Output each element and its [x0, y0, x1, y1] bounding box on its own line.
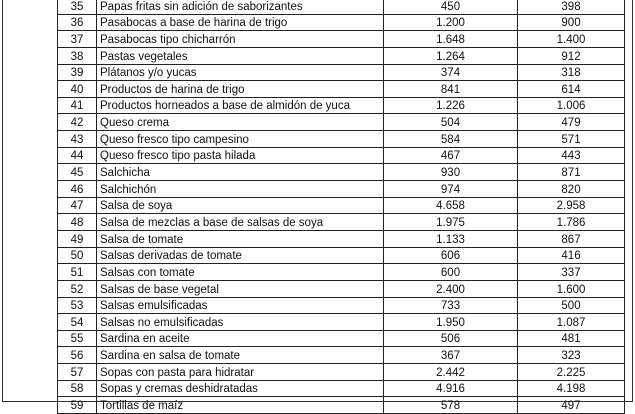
product-name-cell: Productos de harina de trigo — [97, 81, 384, 98]
product-name-cell: Salsas no emulsificadas — [97, 314, 384, 331]
table-row — [58, 181, 625, 198]
product-name-cell: Productos horneados a base de almidón de yuca — [97, 97, 384, 114]
value-1-cell: 974 — [384, 181, 518, 198]
row-number-cell: 47 — [58, 197, 97, 214]
row-number-cell: 45 — [58, 164, 97, 181]
value-1-cell: 1.226 — [384, 97, 518, 114]
product-name-cell: Salsas derivadas de tomate — [97, 247, 384, 264]
value-2-cell: 1.400 — [518, 31, 625, 48]
product-name-cell: Tortillas de maíz — [97, 397, 384, 414]
value-2-cell: 2.958 — [518, 197, 625, 214]
value-1-cell: 578 — [384, 397, 518, 414]
table-row — [58, 81, 625, 98]
value-2-cell: 337 — [518, 264, 625, 281]
product-name-cell: Sopas y cremas deshidratadas — [97, 380, 384, 397]
product-name-cell: Pasabocas tipo chicharrón — [97, 31, 384, 48]
value-2-cell: 479 — [518, 114, 625, 131]
row-number-cell: 54 — [58, 314, 97, 331]
value-2-cell: 867 — [518, 230, 625, 247]
table-row — [58, 330, 625, 347]
value-2-cell: 318 — [518, 64, 625, 81]
row-number-cell: 58 — [58, 380, 97, 397]
table-row — [58, 31, 625, 48]
value-1-cell: 467 — [384, 147, 518, 164]
value-1-cell: 584 — [384, 131, 518, 148]
product-name-cell: Salchicha — [97, 164, 384, 181]
value-2-cell: 481 — [518, 330, 625, 347]
product-name-cell: Queso fresco tipo pasta hilada — [97, 147, 384, 164]
product-name-cell: Salchichón — [97, 181, 384, 198]
row-number-cell: 42 — [58, 114, 97, 131]
product-name-cell: Pasabocas a base de harina de trigo — [97, 14, 384, 31]
value-1-cell: 506 — [384, 330, 518, 347]
value-2-cell: 571 — [518, 131, 625, 148]
value-1-cell: 1.133 — [384, 230, 518, 247]
row-number-cell: 38 — [58, 47, 97, 64]
row-number-cell: 43 — [58, 131, 97, 148]
value-1-cell: 4.916 — [384, 380, 518, 397]
value-2-cell: 416 — [518, 247, 625, 264]
row-number-cell: 59 — [58, 397, 97, 414]
value-2-cell: 323 — [518, 347, 625, 364]
table-row — [58, 14, 625, 31]
row-number-cell: 52 — [58, 280, 97, 297]
value-2-cell: 4.198 — [518, 380, 625, 397]
product-name-cell: Queso crema — [97, 114, 384, 131]
row-number-cell: 56 — [58, 347, 97, 364]
data-table — [57, 0, 625, 414]
value-1-cell: 1.975 — [384, 214, 518, 231]
product-name-cell: Queso fresco tipo campesino — [97, 131, 384, 148]
table-body — [58, 0, 625, 414]
row-number-cell: 57 — [58, 364, 97, 381]
table-row — [58, 114, 625, 131]
row-number-cell: 40 — [58, 81, 97, 98]
table-row — [58, 264, 625, 281]
value-1-cell: 1.200 — [384, 14, 518, 31]
product-name-cell: Salsas emulsificadas — [97, 297, 384, 314]
table-row — [58, 197, 625, 214]
product-name-cell: Salsa de mezclas a base de salsas de soya — [97, 214, 384, 231]
row-number-cell: 44 — [58, 147, 97, 164]
row-number-cell: 37 — [58, 31, 97, 48]
table-row — [58, 397, 625, 414]
value-2-cell: 871 — [518, 164, 625, 181]
table-row — [58, 0, 625, 14]
value-2-cell: 443 — [518, 147, 625, 164]
value-1-cell: 4.658 — [384, 197, 518, 214]
value-2-cell: 912 — [518, 47, 625, 64]
value-2-cell: 1.087 — [518, 314, 625, 331]
value-2-cell: 398 — [518, 0, 625, 14]
product-name-cell: Salsa de tomate — [97, 230, 384, 247]
table-row — [58, 47, 625, 64]
product-name-cell: Papas fritas sin adición de saborizantes — [97, 0, 384, 14]
table-row — [58, 64, 625, 81]
value-1-cell: 841 — [384, 81, 518, 98]
row-number-cell: 46 — [58, 181, 97, 198]
product-name-cell: Sardina en aceite — [97, 330, 384, 347]
value-1-cell: 733 — [384, 297, 518, 314]
product-name-cell: Sopas con pasta para hidratar — [97, 364, 384, 381]
value-1-cell: 367 — [384, 347, 518, 364]
table-row — [58, 97, 625, 114]
value-2-cell: 1.600 — [518, 280, 625, 297]
table-row — [58, 230, 625, 247]
row-number-cell: 49 — [58, 230, 97, 247]
product-name-cell: Salsa de soya — [97, 197, 384, 214]
value-2-cell: 500 — [518, 297, 625, 314]
row-number-cell: 50 — [58, 247, 97, 264]
value-1-cell: 1.648 — [384, 31, 518, 48]
product-name-cell: Salsas con tomate — [97, 264, 384, 281]
table-row — [58, 164, 625, 181]
row-number-cell: 51 — [58, 264, 97, 281]
table-row — [58, 147, 625, 164]
row-number-cell: 41 — [58, 97, 97, 114]
table-row — [58, 380, 625, 397]
value-2-cell: 497 — [518, 397, 625, 414]
row-number-cell: 35 — [58, 0, 97, 14]
value-1-cell: 450 — [384, 0, 518, 14]
value-1-cell: 1.950 — [384, 314, 518, 331]
product-name-cell: Plátanos y/o yucas — [97, 64, 384, 81]
value-2-cell: 820 — [518, 181, 625, 198]
table-row — [58, 131, 625, 148]
table-row — [58, 297, 625, 314]
value-2-cell: 614 — [518, 81, 625, 98]
value-1-cell: 2.442 — [384, 364, 518, 381]
value-1-cell: 606 — [384, 247, 518, 264]
value-1-cell: 2.400 — [384, 280, 518, 297]
product-name-cell: Salsas de base vegetal — [97, 280, 384, 297]
value-2-cell: 1.786 — [518, 214, 625, 231]
table-row — [58, 214, 625, 231]
row-number-cell: 53 — [58, 297, 97, 314]
row-number-cell: 36 — [58, 14, 97, 31]
table-row — [58, 364, 625, 381]
row-number-cell: 55 — [58, 330, 97, 347]
value-2-cell: 900 — [518, 14, 625, 31]
product-name-cell: Sardina en salsa de tomate — [97, 347, 384, 364]
value-2-cell: 1.006 — [518, 97, 625, 114]
value-1-cell: 1.264 — [384, 47, 518, 64]
value-1-cell: 504 — [384, 114, 518, 131]
row-number-cell: 48 — [58, 214, 97, 231]
table-row — [58, 314, 625, 331]
row-number-cell: 39 — [58, 64, 97, 81]
value-2-cell: 2.225 — [518, 364, 625, 381]
table-row — [58, 247, 625, 264]
value-1-cell: 374 — [384, 64, 518, 81]
table-row — [58, 280, 625, 297]
value-1-cell: 930 — [384, 164, 518, 181]
table-row — [58, 347, 625, 364]
product-name-cell: Pastas vegetales — [97, 47, 384, 64]
value-1-cell: 600 — [384, 264, 518, 281]
